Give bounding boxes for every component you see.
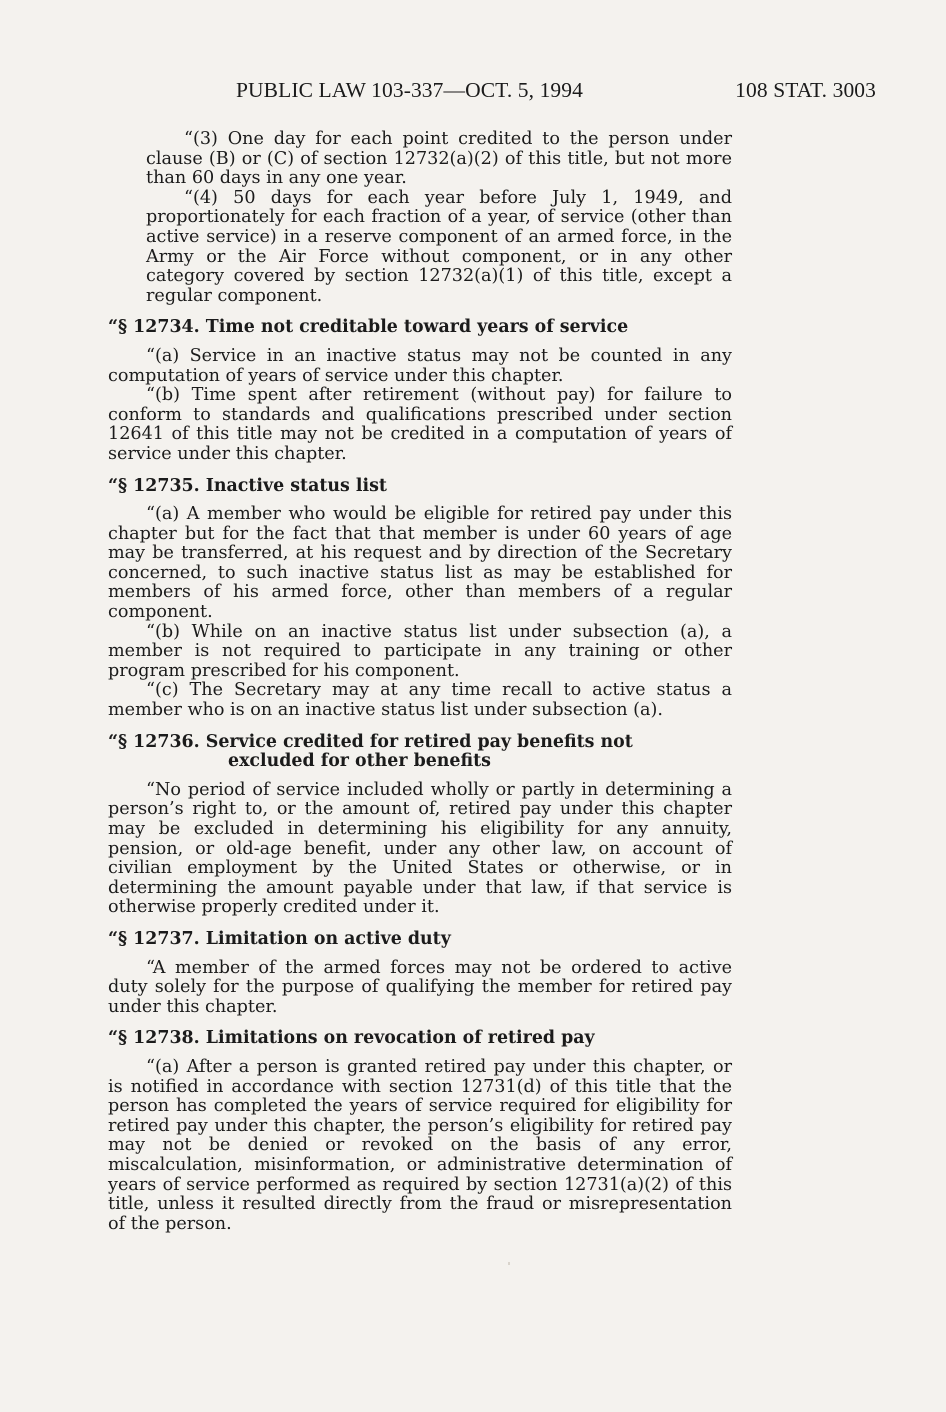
section-12735-c: “(c) The Secretary may at any time recall to active status a member who is on an inactive status list under subsection (a). [108,680,732,721]
section-12735-heading: “§ 12735. Inactive status list [108,475,387,496]
paragraph-3: “(3) One day for each point credited to the person under clause (B) or (C) of section 12732(a)(2) of this title, but not more than 60 days in any one year. [146,129,732,189]
section-12737-text: “A member of the armed forces may not be ordered to active duty solely for the purpose of qualifying the member for retired pay under this chapter. [108,957,732,1017]
section-12734-a: “(a) Service in an inactive status may not be counted in any computation of years of service under this chapter. [108,345,732,386]
section-12737-heading: “§ 12737. Limitation on active duty [108,928,451,949]
section-12735-a: “(a) A member who would be eligible for retired pay under this chapter but for the fact that that member is under 60 years of age may be transferred, at his request and by direction of the Secretary concerned, to such inactive status list as may be established for members of his armed force, other than members of a regular component. [108,504,732,623]
stat-page-number: 108 STAT. 3003 [735,78,876,102]
paragraph-4: “(4) 50 days for each year before July 1, 1949, and proportionately for each fraction of a year, of service (other than active service) in a reserve component of an armed force, in the Army or the Air Force without component, or in any other category covered by section 12732(a)(1) of this title, except a regular component. [146,187,732,306]
document-body [108,130,732,1234]
section-12736-heading-line2: excluded for other benefits [228,751,491,772]
section-12736-heading [108,733,732,772]
scan-speck [508,1262,510,1265]
section-12736-text: “No period of service included wholly or partly in determining a person’s right to, or the amount of, retired pay under this chapter may be excluded in determining his eligibility for any annuity, pension, or old-age benefit, under any other law, on account of civilian employment by the United States or otherwise, or in determining the amount payable under that law, if that service is otherwise properly credited under it. [108,779,732,918]
section-12735-b: “(b) While on an inactive status list under subsection (a), a member is not required to participate in any training or other program prescribed for his component. [108,621,732,681]
section-12736-heading-line1: “§ 12736. Service credited for retired pay benefits not [108,731,633,752]
section-12738-heading: “§ 12738. Limitations on revocation of retired pay [108,1028,595,1049]
page-header [108,78,876,106]
section-12738-a: “(a) After a person is granted retired pay under this chapter, or is notified in accordance with section 12731(d) of this title that the person has completed the years of service required for eligibility for retired pay under this chapter, the person’s eligibility for retired pay may not be denied or revoked on the basis of any error, miscalculation, misinformation, or administrative determination of years of service performed as required by section 12731(a)(2) of this title, unless it resulted directly from the fraud or misrepresentation of the person. [108,1056,732,1234]
section-12734-b: “(b) Time spent after retirement (without pay) for failure to conform to standards and qualifications prescribed under section 12641 of this title may not be credited in a computation of years of service under this chapter. [108,385,732,464]
section-12734-heading: “§ 12734. Time not creditable toward years of service [108,317,629,338]
running-title: PUBLIC LAW 103-337—OCT. 5, 1994 [236,78,583,102]
